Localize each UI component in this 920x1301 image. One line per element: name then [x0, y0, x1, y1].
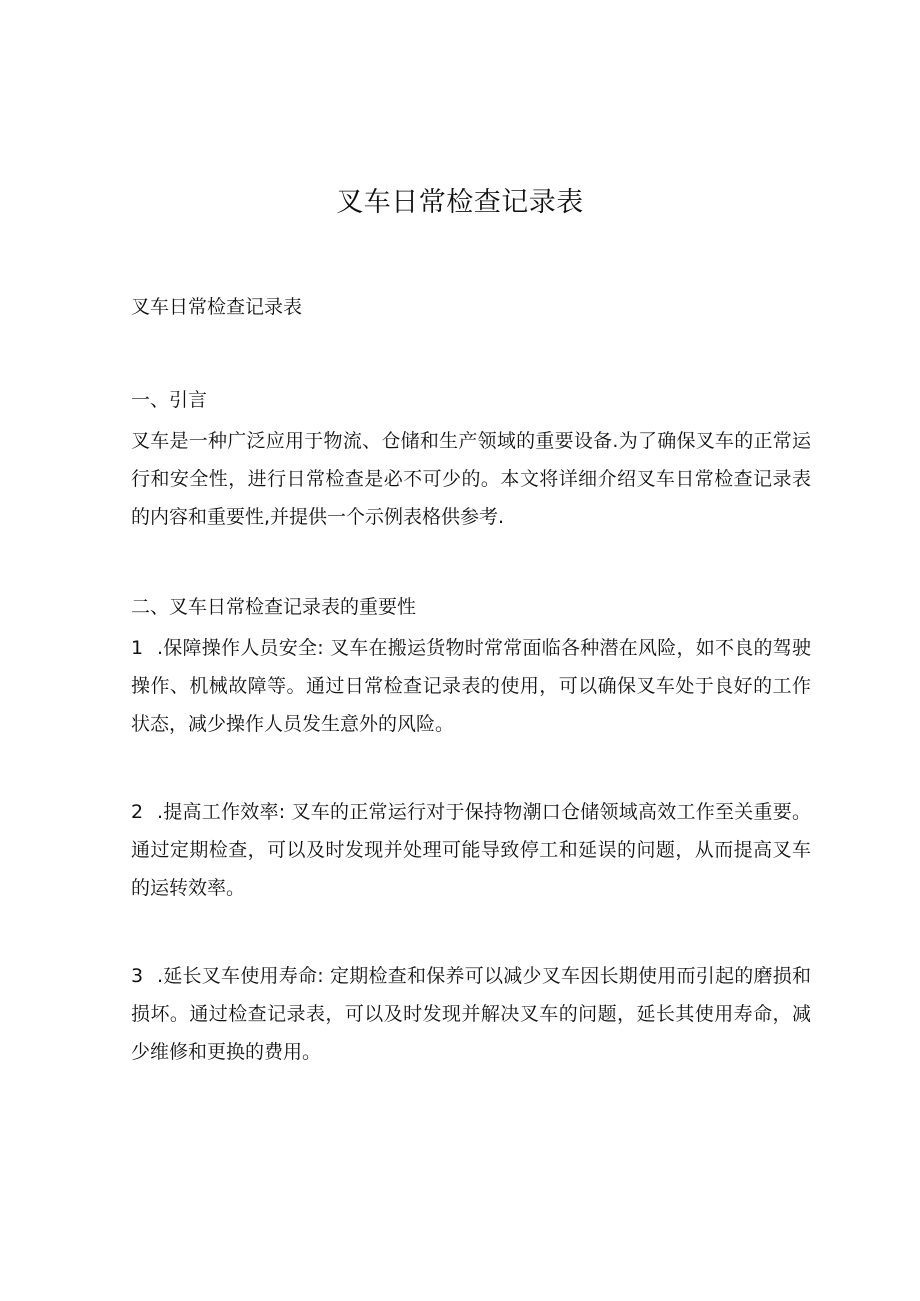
section-heading-importance: 二、叉车日常检查记录表的重要性 [131, 596, 417, 618]
introduction-paragraph: 叉车是一种广泛应用于物流、仓储和生产领域的重要设备.为了确保叉车的正常运行和安全性，进行日常检查是必不可少的。本文将详细介绍叉车日常检查记录表的内容和重要性,并提供一个示例表格供参考. [131, 430, 811, 528]
list-item-number: 1 [131, 637, 144, 659]
list-item [131, 793, 811, 907]
list-item-text: .保障操作人员安全: 叉车在搬运货物时常常面临各种潜在风险，如不良的驾驶操作、机械故障等。通过日常检查记录表的使用，可以确保叉车处于良好的工作状态，减少操作人员发生意外的风险。 [131, 637, 811, 735]
section-heading-introduction: 一、引言 [131, 389, 208, 411]
list-item [131, 957, 811, 1071]
document-title: 叉车日常检查记录表 [336, 187, 584, 218]
list-item-number: 3 [131, 965, 144, 987]
list-item-number: 2 [131, 801, 144, 823]
list-item [131, 629, 811, 743]
list-item-text: .提高工作效率: 叉车的正常运行对于保持物潮口仓储领域高效工作至关重要。通过定期检查，可以及时发现并处理可能导致停工和延误的问题，从而提高叉车的运转效率。 [131, 801, 811, 899]
list-item-text: .延长叉车使用寿命: 定期检查和保养可以减少叉车因长期使用而引起的磨损和损坏。通过检查记录表，可以及时发现并解决叉车的问题，延长其使用寿命，减少维修和更换的费用。 [131, 965, 811, 1063]
document-subtitle: 叉车日常检查记录表 [131, 296, 303, 318]
